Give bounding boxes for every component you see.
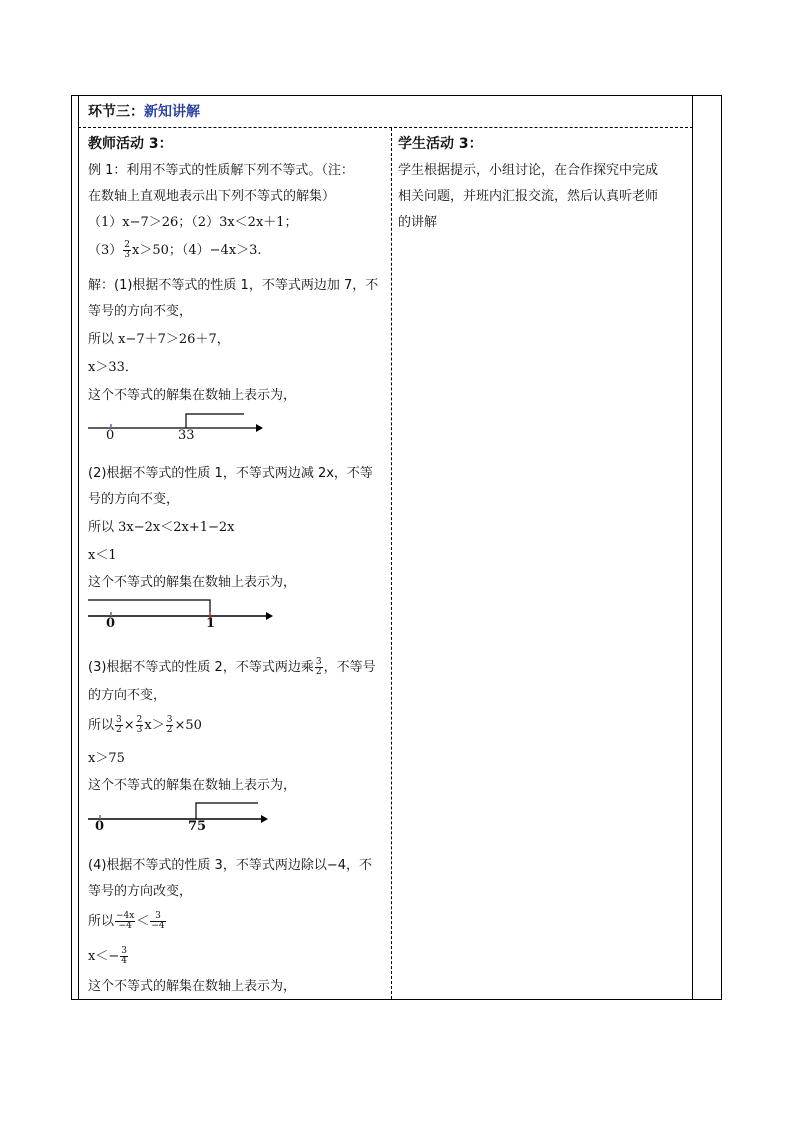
teacher-line-1: 例 1：利用不等式的性质解下列不等式。（注： — [88, 163, 354, 178]
student-activity-title: 学生活动 3： — [398, 136, 483, 152]
axis-arrow-2 — [266, 612, 273, 620]
teacher-line-13: x＜1 — [88, 548, 117, 563]
table-right-margin — [692, 96, 721, 999]
student-line-3: 的讲解 — [398, 215, 438, 230]
tick-label-zero-1: 0 — [106, 428, 115, 443]
teacher-line-24: 这个不等式的解集在数轴上表示为， — [88, 979, 297, 994]
teacher-line-7: 所以 x−7＋7＞26＋7， — [88, 332, 230, 347]
fraction-two-thirds: $\frac{2}{3}$ — [124, 240, 131, 260]
teacher-line-8: x＞33． — [88, 360, 138, 375]
teacher-line-11: 号的方向不变， — [88, 492, 180, 507]
teacher-activity-title: 教师活动 3： — [88, 136, 173, 152]
teacher-line-9: 这个不等式的解集在数轴上表示为， — [88, 388, 297, 403]
teacher-line-15: (3)根据不等式的性质 2，不等式两边乘 $\frac{3}{2}$ ，不等号 — [88, 657, 376, 677]
teacher-line-22: 所以 $\frac{-4x}{-4}$ ＜ $\frac{3}{-4}$ — [88, 911, 165, 931]
fraction-three-over-neg4: $\frac{3}{-4}$ — [151, 911, 165, 931]
teacher-line-3: （1）x−7＞26；（2）3x＜2x＋1； — [88, 215, 298, 230]
axis-arrow-3 — [261, 815, 268, 823]
number-line-3 — [88, 799, 268, 839]
number-line-3-graphic — [88, 799, 268, 825]
fraction-three-fourths: $\frac{3}{4}$ — [121, 946, 127, 966]
fraction-three-halves-c: $\frac{3}{2}$ — [166, 715, 173, 735]
table-left-border — [78, 96, 79, 999]
teacher-line-18: x＞75 — [88, 751, 125, 766]
teacher-line-23: x＜− $\frac{3}{4}$ — [88, 946, 127, 966]
solution-ray-2 — [88, 600, 210, 616]
header-divider — [78, 127, 693, 128]
student-line-2: 相关问题，并班内汇报交流，然后认真听老师 — [398, 189, 659, 204]
column-divider — [391, 128, 392, 999]
teacher-line-6: 等号的方向不变， — [88, 304, 193, 319]
student-line-1: 学生根据提示，小组讨论，在合作探究中完成 — [398, 163, 659, 178]
axis-arrow-1 — [256, 424, 263, 432]
fraction-three-halves-a: $\frac{3}{2}$ — [116, 715, 122, 735]
teacher-line-16: 的方向不变， — [88, 688, 167, 703]
tick-label-zero-3: 0 — [95, 819, 105, 834]
teacher-line-2: 在数轴上直观地表示出下列不等式的解集） — [88, 189, 336, 204]
tick-label-point-3: 75 — [188, 819, 207, 834]
teacher-line-12: 所以 3x−2x＜2x+1−2x — [88, 520, 235, 535]
teacher-line-14: 这个不等式的解集在数轴上表示为， — [88, 575, 297, 590]
number-line-2 — [88, 596, 273, 636]
fraction-three-halves: $\frac{3}{2}$ — [315, 657, 322, 677]
solution-ray-3 — [196, 803, 258, 819]
teacher-line-17: 所以 $\frac{3}{2}$ × $\frac{2}{3}$ x＞ $\frac{3}{2}$ ×50 — [88, 715, 202, 735]
teacher-line-4: （3） $\frac{2}{3}$ x＞50；（4）−4x＞3. — [88, 240, 262, 260]
section-title: 环节三：新知讲解 — [88, 104, 200, 120]
tick-label-point-2: 1 — [206, 616, 216, 631]
teacher-line-20: (4)根据不等式的性质 3，不等式两边除以−4，不 — [88, 858, 372, 873]
teacher-line-21: 等号的方向改变， — [88, 884, 193, 899]
solution-ray-1 — [186, 414, 244, 428]
lesson-table — [71, 95, 722, 1000]
number-line-2-graphic — [88, 596, 273, 622]
tick-label-zero-2: 0 — [106, 616, 116, 631]
tick-label-point-1: 33 — [178, 428, 195, 443]
teacher-line-5: 解：(1)根据不等式的性质 1，不等式两边加 7，不 — [88, 278, 379, 293]
fraction-two-thirds-b: $\frac{2}{3}$ — [136, 715, 143, 735]
number-line-1 — [88, 408, 263, 448]
teacher-line-10: (2)根据不等式的性质 1，不等式两边减 2x，不等 — [88, 466, 373, 481]
fraction-neg4x-over-neg4: $\frac{-4x}{-4}$ — [116, 911, 135, 931]
teacher-line-19: 这个不等式的解集在数轴上表示为， — [88, 778, 297, 793]
